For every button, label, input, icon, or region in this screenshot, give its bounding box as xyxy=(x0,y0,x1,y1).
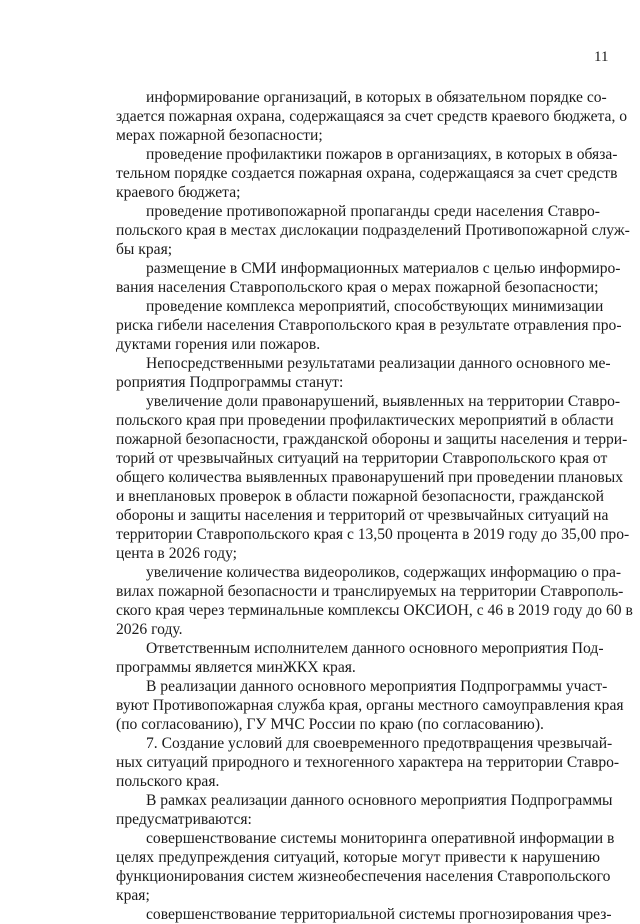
text-line: цента в 2026 году; xyxy=(116,545,237,562)
text-line: вуют Противопожарная служба края, органы местного самоуправления края xyxy=(116,697,624,714)
page-number: 11 xyxy=(594,49,609,65)
text-line: (по согласованию), ГУ МЧС России по краю (по согласованию). xyxy=(116,716,544,733)
text-line: польского края при проведении профилактических мероприятий в области xyxy=(116,412,614,429)
text-line: бы края; xyxy=(116,241,173,258)
text-line: увеличение количества видеороликов, содержащих информацию о пра- xyxy=(146,564,622,581)
text-line: польского края в местах дислокации подразделений Противопожарной служ- xyxy=(116,222,630,239)
text-line: Непосредственными результатами реализации данного основного ме- xyxy=(146,355,611,372)
text-line: ского края через терминальные комплексы ОКСИОН, с 46 в 2019 году до 60 в xyxy=(116,602,633,619)
text-line: обороны и защиты населения и территорий от чрезвычайных ситуаций на xyxy=(116,507,609,524)
text-line: размещение в СМИ информационных материалов с целью информиро- xyxy=(146,260,621,277)
section-heading-line: польского края. xyxy=(116,773,220,790)
text-line: роприятия Подпрограммы станут: xyxy=(116,374,344,391)
text-line: территории Ставропольского края с 13,50 процента в 2019 году до 35,00 про- xyxy=(116,526,630,543)
text-line: совершенствование территориальной системы прогнозирования чрез- xyxy=(146,906,612,923)
section-heading-line: ных ситуаций природного и техногенного характера на территории Ставро- xyxy=(116,754,620,771)
text-line: и внеплановых проверок в области пожарной безопасности, гражданской xyxy=(116,488,604,505)
text-line: функционирования систем жизнеобеспечения населения Ставропольского xyxy=(116,868,611,885)
text-line: проведение противопожарной пропаганды среди населения Ставро- xyxy=(146,203,600,220)
text-line: Ответственным исполнителем данного основного мероприятия Под- xyxy=(146,640,604,657)
text-line: В рамках реализации данного основного мероприятия Подпрограммы xyxy=(146,792,613,809)
text-line: информирование организаций, в которых в обязательном порядке со- xyxy=(146,89,607,106)
text-line: 2026 году. xyxy=(116,621,183,638)
text-line: края; xyxy=(116,887,150,904)
text-line: программы является минЖКХ края. xyxy=(116,659,356,676)
text-line: торий от чрезвычайных ситуаций на территории Ставропольского края от xyxy=(116,450,608,467)
text-line: совершенствование системы мониторинга оперативной информации в xyxy=(146,830,615,847)
text-line: вилах пожарной безопасности и транслируемых на территории Ставрополь- xyxy=(116,583,624,600)
text-line: В реализации данного основного мероприятия Подпрограммы участ- xyxy=(146,678,608,695)
text-line: мерах пожарной безопасности; xyxy=(116,127,323,144)
text-line: проведение комплекса мероприятий, способствующих минимизации xyxy=(146,298,604,315)
text-line: общего количества выявленных правонарушений при проведении плановых xyxy=(116,469,624,486)
section-heading-line: 7. Создание условий для своевременного предотвращения чрезвычай- xyxy=(146,735,613,752)
text-line: здается пожарная охрана, содержащаяся за счет средств краевого бюджета, о xyxy=(116,108,628,125)
text-line: проведение профилактики пожаров в организациях, в которых в обяза- xyxy=(146,146,618,163)
text-line: целях предупреждения ситуаций, которые могут привести к нарушению xyxy=(116,849,600,866)
text-line: увеличение доли правонарушений, выявленных на территории Ставро- xyxy=(146,393,621,410)
text-line: дуктами горения или пожаров. xyxy=(116,336,321,353)
text-line: тельном порядке создается пожарная охрана, содержащаяся за счет средств xyxy=(116,165,618,182)
text-line: предусматриваются: xyxy=(116,811,252,828)
text-line: пожарной безопасности, гражданской обороны и защиты населения и терри- xyxy=(116,431,628,448)
text-line: вания населения Ставропольского края о мерах пожарной безопасности; xyxy=(116,279,599,296)
text-line: риска гибели населения Ставропольского края в результате отравления про- xyxy=(116,317,622,334)
text-line: краевого бюджета; xyxy=(116,184,241,201)
